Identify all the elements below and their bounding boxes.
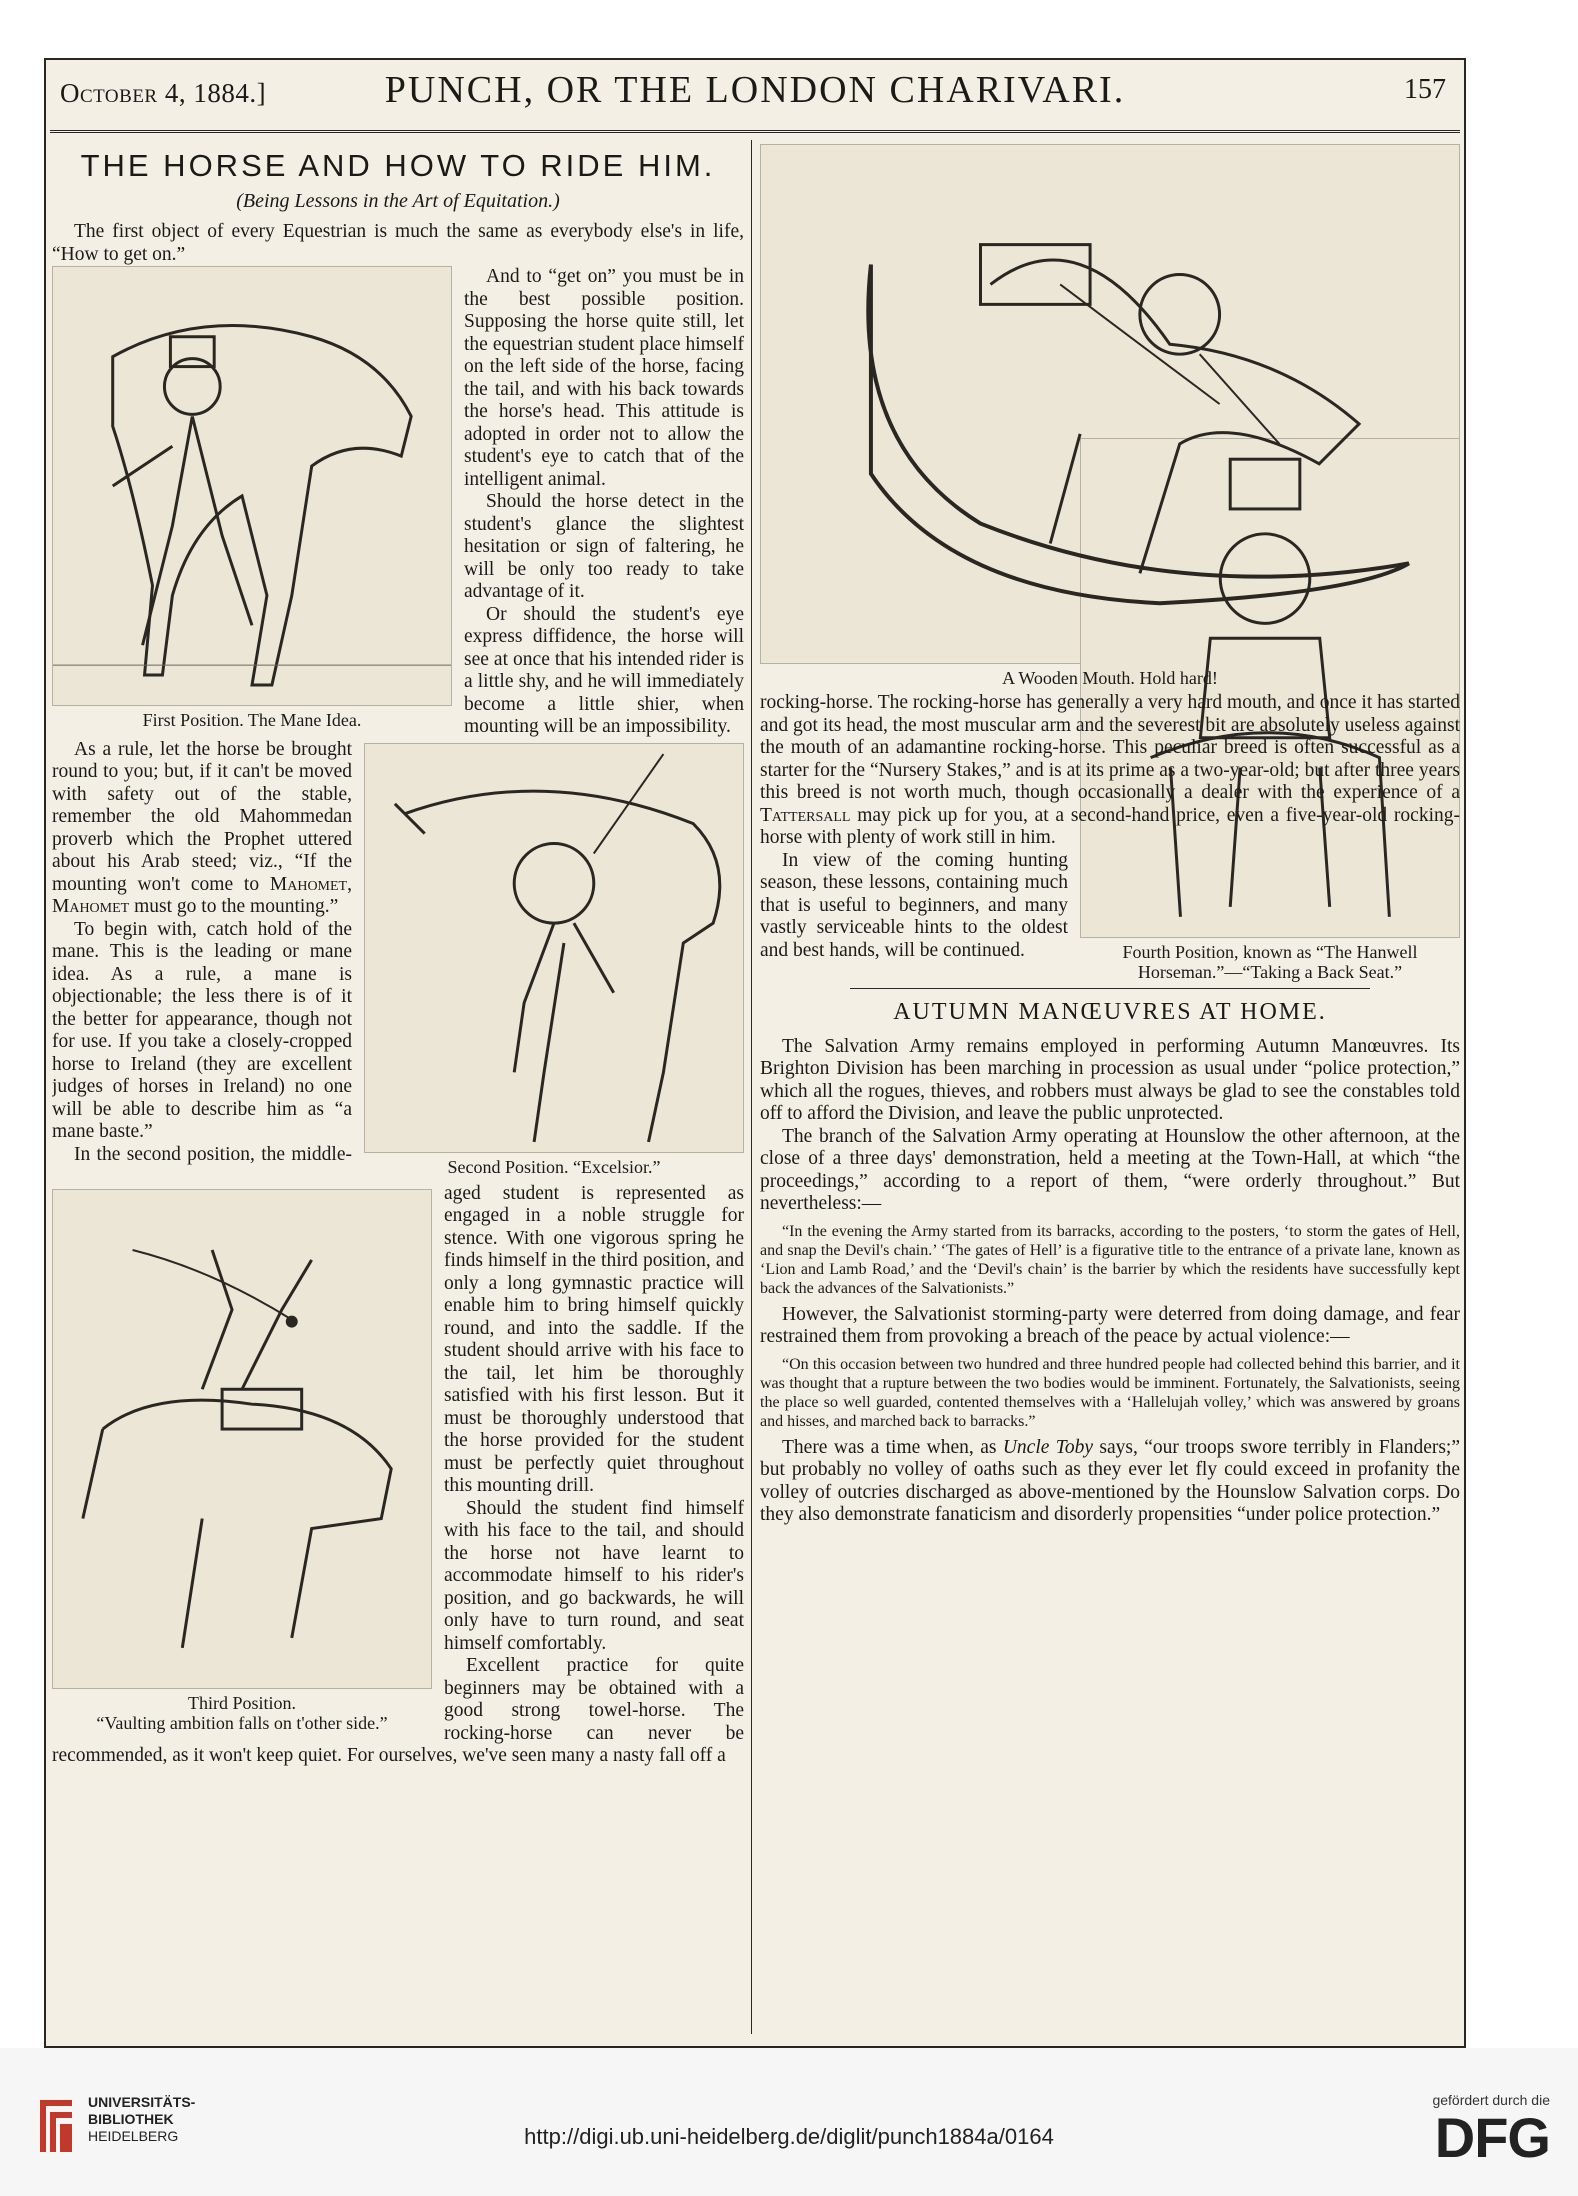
figure-caption: Fourth Position, known as “The Hanwell	[1122, 941, 1418, 962]
paragraph: The Salvation Army remains employed in performing Autumn Manœuvres. Its Brighton Division has been marching in procession as usual under “police protection,” which all the rogues, thieves, and robbers must always be glad to see the constables told off to afford the Division, and leave the public unprotected.	[760, 1035, 1460, 1124]
paragraph: Should the horse detect in the student's glance the slightest hesitation or sign of faltering, he will be only too ready to take advantage of it.	[464, 491, 744, 602]
text-run: must go to the mounting.”	[129, 896, 339, 917]
library-name-line: UNIVERSITÄTS-	[88, 2094, 196, 2110]
funding-note: gefördert durch die	[1432, 2092, 1550, 2108]
paragraph: The first object of every Equestrian is much the same as everybody else's in life, “How to get on.”	[52, 221, 744, 265]
library-name-line: HEIDELBERG	[88, 2128, 179, 2144]
section-divider	[850, 988, 1370, 989]
figure-caption: Second Position. “Excelsior.”	[447, 1156, 661, 1177]
right-column	[760, 144, 1460, 2032]
header-rule	[50, 130, 1460, 136]
paragraph: In view of the coming hunting season, these lessons, containing much that is useful to beginners, and many vastly serviceable hints to the oldest and best hands, will be continued.	[760, 849, 1068, 961]
dfg-logo: DFG	[1434, 2106, 1550, 2169]
column-divider	[751, 140, 752, 2034]
text-run: rocking-horse. The rocking-horse has generally a very hard mouth, and once it has started and got its head, the most muscular arm and the severest bit are absolutely useless against the mouth of an adamantine rocking-horse. This peculiar breed is often successful as a starter for the “Nursery Stakes,” and is at its prime as a two-year-old; but after three years this breed is not worth much, though occasionally a dealer with the experience of a	[760, 692, 1460, 803]
paragraph: However, the Salvationist storming-party were deterred from doing damage, and fear restrained them from provoking a breach of the peace by actual violence:—	[760, 1303, 1460, 1347]
illustration-third-position	[52, 1189, 432, 1689]
page-header	[46, 60, 1464, 132]
figure-second-position	[364, 743, 744, 1177]
name-uncle-toby: Uncle Toby	[1002, 1436, 1094, 1458]
page-number: 157	[1404, 74, 1446, 105]
horse-mounting-illustration	[53, 267, 451, 705]
block-quote: “On this occasion between two hundred and three hundred people had collected behind this barrier, and it was thought that a rupture between the two bodies would be imminent. Fortunately, the Salvationists, seeing the place so well guarded, contented themselves with a ‘Hallelujah volley,’ which was answered by groans and hisses, and marched back to barracks.”	[760, 1355, 1460, 1430]
figure-caption: “Vaulting ambition falls on t'other side.”	[96, 1712, 388, 1733]
text-run: says, “our troops swore terribly in Flanders;” but probably no volley of oaths such as they ever let fly could exceed in profanity the volley of outcries discharged as above-mentioned by the Hounslow Salvation corps. Do they also demonstrate fanaticism and disorderly propensities “under police protection.”	[760, 1436, 1460, 1525]
illustration-second-position	[364, 743, 744, 1153]
name-tattersall: Tattersall	[760, 804, 851, 826]
article-title: AUTUMN MANŒUVRES AT HOME.	[893, 998, 1327, 1025]
library-name-line: BIBLIOTHEK	[88, 2111, 174, 2127]
paragraph: And to “get on” you must be in the best possible position. Supposing the horse quite still, let the equestrian student place himself on the left side of the horse, facing the tail, and with his back towards the horse's head. This attitude is adopted in order not to allow the student's eye to catch that of the intelligent animal.	[464, 266, 744, 490]
paragraph: The branch of the Salvation Army operating at Hounslow the other afternoon, at the close of a three days' demonstration, held a meeting at the Town-Hall, at which “the proceedings,” according to a report of them, “were orderly throughout.” But nevertheless:—	[760, 1125, 1460, 1214]
paragraph	[760, 1437, 1460, 1527]
funder-logo[interactable]	[1432, 2092, 1550, 2168]
name-mahomet: Mahomet	[52, 896, 130, 917]
viewer-footer	[0, 2048, 1578, 2196]
rider-struggling-illustration	[365, 744, 743, 1152]
figure-third-position	[52, 1189, 432, 1733]
article-title: THE HORSE AND HOW TO RIDE HIM.	[80, 148, 716, 183]
article-subtitle: (Being Lessons in the Art of Equitation.)	[236, 190, 560, 212]
rocking-horse-illustration	[761, 145, 1459, 663]
figure-caption: First Position. The Mane Idea.	[142, 710, 362, 730]
figure-caption: A Wooden Mouth. Hold hard!	[1002, 668, 1218, 688]
paragraph: To begin with, catch hold of the mane. This is the leading or mane idea. As a rule, a mane is objectionable; the less there is of it the better for appearance, though not for use. If you take a closely-cropped horse to Ireland (they are excellent judges of horses in Ireland) no one will be able to describe him as “a mane baste.”	[52, 918, 352, 1142]
magazine-page	[44, 58, 1466, 2048]
text-run: ,	[347, 873, 352, 895]
paragraph	[760, 692, 1460, 850]
figure-caption: Horseman.”—“Taking a Back Seat.”	[1137, 961, 1403, 982]
text-run: may pick up for you, at a second-hand price, even a five-year-old rocking-horse with plenty of work still in him.	[760, 804, 1460, 848]
figure-first-position	[52, 266, 452, 730]
text-run: As a rule, let the horse be brought round to you; but, if it can't be moved with safety out of the stable, remember the old Mahommedan proverb which the Prophet uttered about his Arab steed; viz., “If the mounting won't come to	[52, 738, 352, 895]
paragraph: Should the student find himself with his face to the tail, and should the horse not have learnt to accommodate himself to his rider's position, and go backwards, he will only have to turn round, and seat himself comfortably.	[444, 1497, 744, 1654]
issue-date: October 4, 1884.]	[60, 78, 267, 108]
masthead-title: PUNCH, OR THE LONDON CHARIVARI.	[384, 69, 1126, 111]
block-quote: “In the evening the Army started from its barracks, according to the posters, ‘to storm the gates of Hell, and snap the Devil's chain.’ ‘The gates of Hell’ is a figurative title to the entrance of a private lane, known as ‘Lion and Lamb Road,’ and the ‘Devil's chain’ is the barrier by which the residents have successfully kept back the advances of the Salvationists.”	[760, 1222, 1460, 1297]
illustration-first-position	[52, 266, 452, 706]
figure-caption: Third Position.	[187, 1692, 296, 1713]
left-column	[52, 144, 744, 2032]
rider-falling-illustration	[53, 1190, 431, 1688]
name-mahomet: Mahomet	[269, 873, 348, 895]
paragraph: Or should the student's eye express diffidence, the horse will see at once that his intended rider is a little shy, and he will immediately become a little shier, when mounting will be an impossibility.	[464, 603, 744, 737]
paragraph: Excellent practice for quite beginners may be obtained with a good strong towel-horse. The rocking-horse can never be recommended, as it won't keep quiet. For ourselves, we've seen many a nasty fall off a	[52, 1655, 744, 1766]
illustration-rocking-horse	[760, 144, 1460, 664]
source-url-link[interactable]: http://digi.ub.uni-heidelberg.de/diglit/punch1884a/0164	[524, 2124, 1054, 2149]
text-run: There was a time when, as	[782, 1436, 1003, 1458]
paragraph: In the second position, the middle-aged student is represented as engaged in a noble struggle for stence. With one vigorous spring he finds himself in the third position, and only a long gymnastic practice will enable him to bring himself quickly round, and into the saddle. If the student should arrive with his face to the tail, let him be thoroughly satisfied with his first lesson. But it must be thoroughly understood that the horse provided for the student must be perfectly quiet throughout this mounting drill.	[74, 1143, 744, 1496]
